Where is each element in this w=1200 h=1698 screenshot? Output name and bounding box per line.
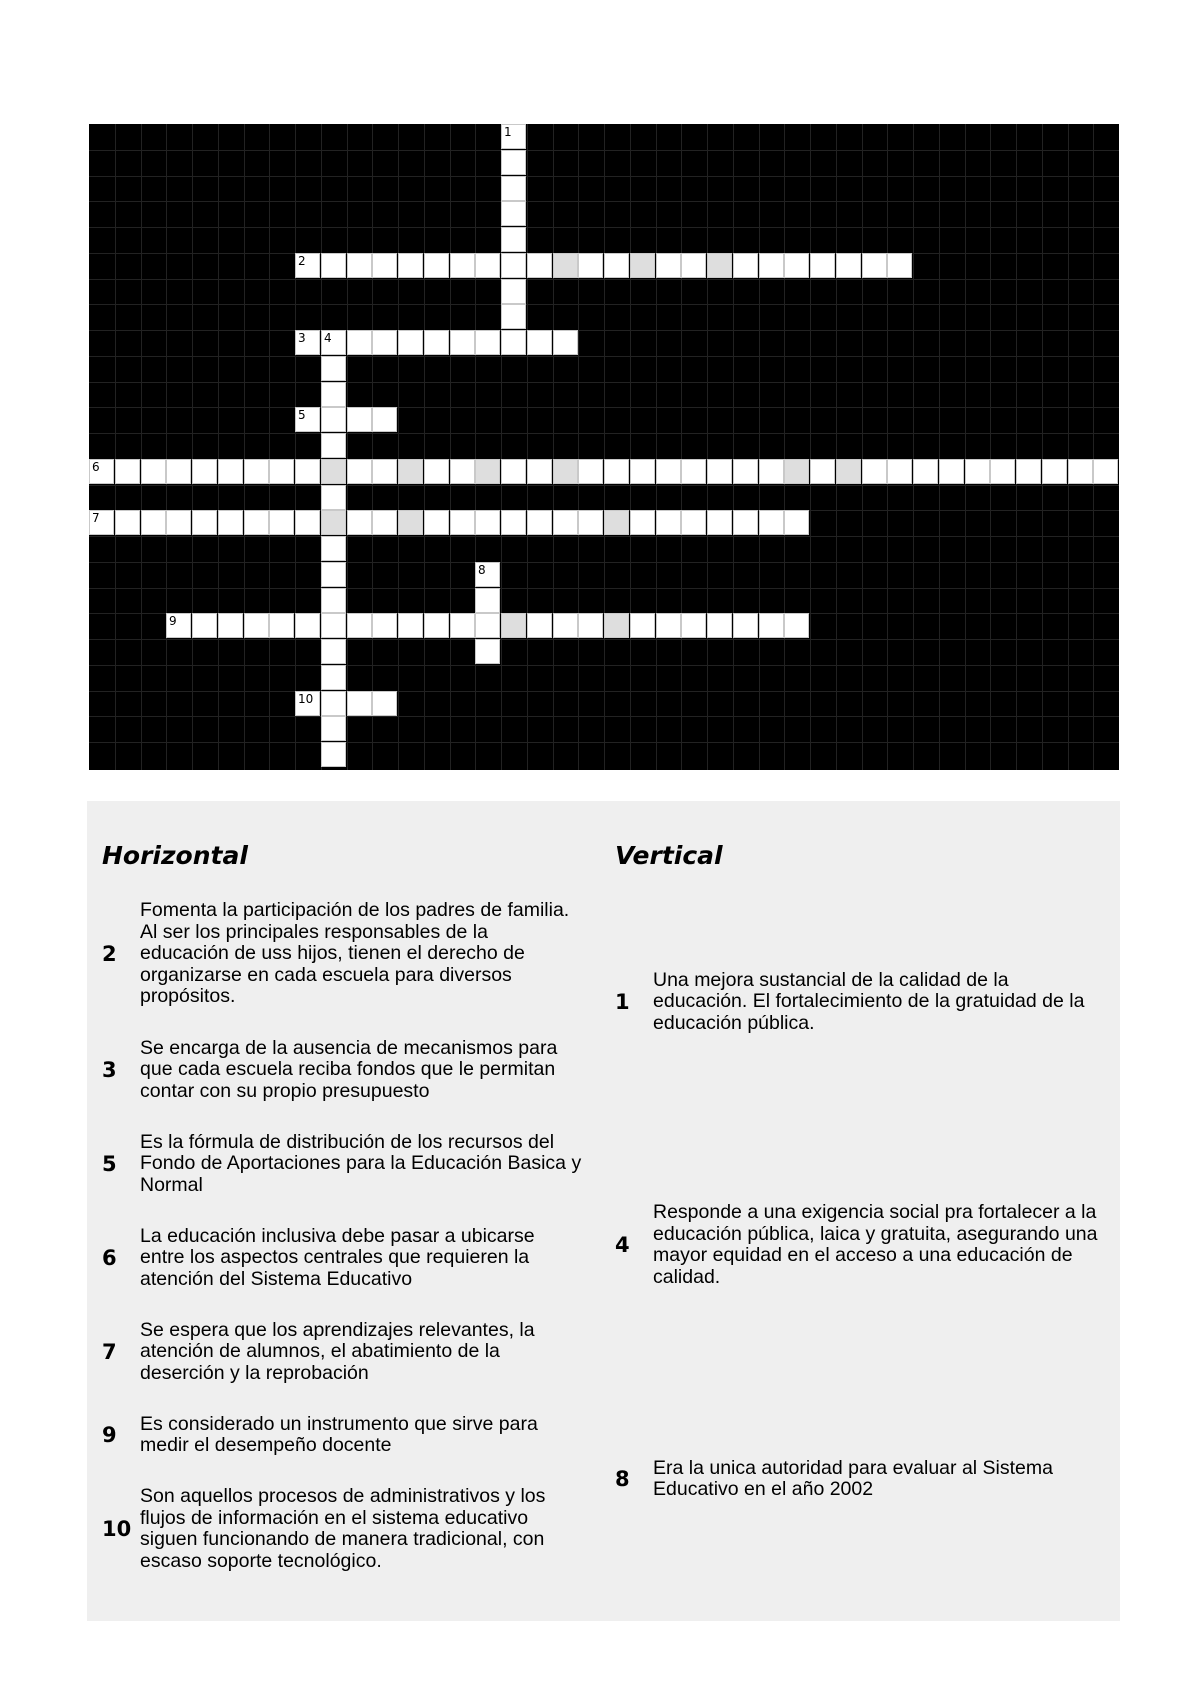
grid-cell[interactable] [321,459,346,484]
grid-line [759,124,760,770]
grid-cell[interactable] [707,510,732,535]
horizontal-clue [102,1037,582,1103]
grid-cell[interactable] [141,510,166,535]
grid-cell[interactable] [321,588,346,613]
grid-cell[interactable] [681,510,706,535]
grid-cell[interactable] [707,253,732,278]
grid-cell[interactable] [244,459,269,484]
grid-cell[interactable] [347,510,372,535]
grid-cell[interactable] [372,407,397,432]
grid-cell[interactable] [810,253,835,278]
grid-line [269,124,270,770]
grid-line [166,124,167,770]
grid-cell[interactable] [990,459,1015,484]
grid-line [89,201,1119,202]
grid-cell[interactable] [862,253,887,278]
grid-cell[interactable] [501,330,526,355]
grid-line [89,691,1119,692]
grid-cell[interactable] [656,613,681,638]
grid-line [89,382,1119,383]
grid-cell[interactable] [424,459,449,484]
grid-cell[interactable] [218,510,243,535]
grid-cell[interactable] [965,459,990,484]
grid-cell[interactable] [784,613,809,638]
grid-line [1093,124,1094,770]
clue-number: 7 [102,1340,117,1364]
clue-number: 3 [102,1058,117,1082]
grid-cell[interactable] [372,691,397,716]
grid-cell[interactable] [115,510,140,535]
grid-cell[interactable] [836,253,861,278]
vertical-clue [615,969,1105,1035]
clue-number-label: 9 [169,614,177,628]
grid-line [475,124,476,770]
grid-cell[interactable] [913,459,938,484]
grid-cell[interactable] [784,510,809,535]
grid-line [89,639,1119,640]
grid-cell[interactable] [939,459,964,484]
horizontal-clue [102,1485,582,1573]
grid-cell[interactable] [553,510,578,535]
grid-line [218,124,219,770]
grid-cell[interactable] [141,459,166,484]
grid-cell[interactable] [501,613,526,638]
grid-cell[interactable] [398,613,423,638]
grid-cell[interactable] [347,459,372,484]
grid-cell[interactable] [269,510,294,535]
grid-line [89,742,1119,743]
grid-line [89,485,1119,486]
grid-cell[interactable] [759,510,784,535]
grid-cell[interactable] [321,407,346,432]
grid-line [192,124,193,770]
grid-cell[interactable] [527,330,552,355]
grid-cell[interactable] [218,459,243,484]
grid-cell[interactable] [295,330,320,355]
grid-cell[interactable] [784,253,809,278]
grid-cell[interactable] [501,279,526,304]
grid-cell[interactable] [244,510,269,535]
grid-line [784,124,785,770]
grid-cell[interactable] [887,459,912,484]
grid-cell[interactable] [347,407,372,432]
grid-cell[interactable] [347,253,372,278]
horizontal-clue [102,1319,582,1385]
grid-cell[interactable] [295,407,320,432]
grid-cell[interactable] [321,510,346,535]
vertical-heading: Vertical [615,841,723,870]
crossword-grid [89,124,1119,770]
clue-number-label: 10 [298,692,314,706]
grid-cell[interactable] [630,510,655,535]
grid-cell[interactable] [681,459,706,484]
grid-cell[interactable] [269,613,294,638]
clue-number: 4 [615,1233,630,1257]
clue-number-label: 2 [298,254,306,268]
grid-cell[interactable] [527,253,552,278]
grid-line [89,150,1119,151]
grid-line [89,536,1119,537]
grid-cell[interactable] [475,588,500,613]
grid-cell[interactable] [604,613,629,638]
grid-cell[interactable] [89,510,114,535]
grid-cell[interactable] [501,124,526,149]
grid-cell[interactable] [321,485,346,510]
grid-cell[interactable] [475,613,500,638]
clue-number: 9 [102,1423,117,1447]
grid-line [450,124,451,770]
grid-line [733,124,734,770]
horizontal-heading: Horizontal [102,841,248,870]
grid-cell[interactable] [887,253,912,278]
grid-cell[interactable] [295,459,320,484]
clue-number: 1 [615,990,630,1014]
grid-cell[interactable] [475,253,500,278]
grid-cell[interactable] [321,330,346,355]
clue-text: Es considerado un instrumento que sirve para medir el desempeño docente [140,1412,538,1456]
grid-cell[interactable] [321,742,346,767]
clue-number-label: 4 [324,331,332,345]
grid-cell[interactable] [810,459,835,484]
grid-cell[interactable] [321,691,346,716]
grid-cell[interactable] [321,356,346,381]
grid-cell[interactable] [321,716,346,741]
grid-cell[interactable] [450,613,475,638]
grid-cell[interactable] [321,639,346,664]
grid-cell[interactable] [604,459,629,484]
clue-text: Son aquellos procesos de administrativos y los flujos de información en el sistema educativo siguen funcionando de manera tradicional, con escaso soporte tecnológico. [140,1485,546,1572]
grid-cell[interactable] [759,253,784,278]
grid-cell[interactable] [321,613,346,638]
grid-line [1016,124,1017,770]
grid-cell[interactable] [218,613,243,638]
grid-cell[interactable] [733,459,758,484]
grid-cell[interactable] [578,459,603,484]
grid-cell[interactable] [475,330,500,355]
clue-number: 6 [102,1246,117,1270]
vertical-clue [615,1457,1105,1501]
grid-cell[interactable] [681,253,706,278]
grid-cell[interactable] [424,330,449,355]
grid-cell[interactable] [89,459,114,484]
grid-line [89,407,1119,408]
grid-cell[interactable] [115,459,140,484]
grid-cell[interactable] [733,510,758,535]
horizontal-clue [102,899,582,1009]
grid-cell[interactable] [372,459,397,484]
grid-cell[interactable] [1068,459,1093,484]
grid-line [89,562,1119,563]
grid-cell[interactable] [321,253,346,278]
clue-text: Fomenta la participación de los padres de familia. Al ser los principales responsables de la educación de uss hijos, tienen el derecho de organizarse en cada escuela para diversos propósitos. [140,899,570,1008]
grid-line [115,124,116,770]
grid-line [862,124,863,770]
grid-line [347,124,348,770]
clue-number: 2 [102,942,117,966]
grid-line [913,124,914,770]
grid-cell[interactable] [1016,459,1041,484]
grid-cell[interactable] [578,253,603,278]
grid-cell[interactable] [656,459,681,484]
grid-cell[interactable] [604,253,629,278]
grid-cell[interactable] [553,459,578,484]
grid-cell[interactable] [475,510,500,535]
grid-cell[interactable] [347,691,372,716]
grid-cell[interactable] [295,510,320,535]
grid-cell[interactable] [630,459,655,484]
grid-line [372,124,373,770]
grid-cell[interactable] [475,639,500,664]
grid-cell[interactable] [475,459,500,484]
clue-text: Es la fórmula de distribución de los recursos del Fondo de Aportaciones para la Educación Basica y Normal [140,1130,582,1196]
grid-cell[interactable] [759,613,784,638]
clues-panel [87,801,1120,1621]
grid-cell[interactable] [733,253,758,278]
grid-line [553,124,554,770]
grid-line [810,124,811,770]
clue-number-label: 3 [298,331,306,345]
clue-number-label: 7 [92,511,100,525]
grid-cell[interactable] [784,459,809,484]
grid-line [578,124,579,770]
grid-cell[interactable] [269,459,294,484]
clue-number: 5 [102,1152,117,1176]
grid-line [939,124,940,770]
horizontal-clue [102,1131,582,1197]
grid-cell[interactable] [501,510,526,535]
grid-line [295,124,296,770]
grid-cell[interactable] [707,613,732,638]
grid-cell[interactable] [424,253,449,278]
grid-cell[interactable] [630,253,655,278]
clue-number: 10 [102,1517,132,1541]
grid-cell[interactable] [759,459,784,484]
grid-cell[interactable] [475,562,500,587]
grid-cell[interactable] [372,613,397,638]
clue-number-label: 1 [504,125,512,139]
clue-text: La educación inclusiva debe pasar a ubicarse entre los aspectos centrales que requieren la atención del Sistema Educativo [140,1224,535,1290]
grid-cell[interactable] [604,510,629,535]
grid-line [89,356,1119,357]
grid-cell[interactable] [295,613,320,638]
grid-line [965,124,966,770]
grid-cell[interactable] [321,433,346,458]
grid-line [681,124,682,770]
grid-cell[interactable] [372,330,397,355]
grid-cell[interactable] [862,459,887,484]
grid-line [89,330,1119,331]
vertical-clue [615,1201,1105,1289]
grid-line [630,124,631,770]
grid-cell[interactable] [295,691,320,716]
grid-cell[interactable] [501,304,526,329]
clue-number-label: 8 [478,563,486,577]
grid-cell[interactable] [192,613,217,638]
grid-cell[interactable] [372,510,397,535]
grid-cell[interactable] [321,382,346,407]
grid-cell[interactable] [244,613,269,638]
grid-line [707,124,708,770]
grid-cell[interactable] [398,510,423,535]
grid-cell[interactable] [321,665,346,690]
grid-cell[interactable] [347,613,372,638]
grid-cell[interactable] [450,330,475,355]
grid-cell[interactable] [553,613,578,638]
grid-cell[interactable] [450,253,475,278]
grid-cell[interactable] [450,459,475,484]
grid-line [836,124,837,770]
grid-cell[interactable] [501,227,526,252]
grid-cell[interactable] [424,613,449,638]
grid-cell[interactable] [166,613,191,638]
grid-line [89,279,1119,280]
grid-cell[interactable] [527,459,552,484]
grid-cell[interactable] [578,613,603,638]
grid-cell[interactable] [398,330,423,355]
grid-cell[interactable] [501,150,526,175]
grid-line [656,124,657,770]
grid-cell[interactable] [424,510,449,535]
clue-text: Era la unica autoridad para evaluar al Sistema Educativo en el año 2002 [653,1456,1053,1500]
clue-number-label: 5 [298,408,306,422]
grid-line [89,227,1119,228]
grid-line [1068,124,1069,770]
grid-cell[interactable] [295,253,320,278]
grid-line [89,588,1119,589]
grid-line [89,433,1119,434]
grid-cell[interactable] [656,510,681,535]
grid-cell[interactable] [501,459,526,484]
grid-line [89,716,1119,717]
grid-cell[interactable] [681,613,706,638]
grid-line [89,176,1119,177]
grid-line [89,665,1119,666]
grid-cell[interactable] [630,613,655,638]
horizontal-clue [102,1225,582,1291]
grid-cell[interactable] [166,459,191,484]
grid-cell[interactable] [501,201,526,226]
grid-cell[interactable] [398,459,423,484]
grid-cell[interactable] [501,253,526,278]
grid-line [141,124,142,770]
clue-text: Una mejora sustancial de la calidad de la educación. El fortalecimiento de la gratuidad de la educación pública. [653,968,1085,1034]
grid-cell[interactable] [1042,459,1067,484]
grid-cell[interactable] [450,510,475,535]
grid-line [990,124,991,770]
grid-cell[interactable] [372,253,397,278]
clue-text: Se espera que los aprendizajes relevantes, la atención de alumnos, el abatimiento de la deserción y la reprobación [140,1318,535,1384]
grid-line [1042,124,1043,770]
grid-cell[interactable] [578,510,603,535]
grid-cell[interactable] [527,510,552,535]
clue-text: Responde a una exigencia social pra fortalecer a la educación pública, laica y gratuita, asegurando una mayor equidad en el acceso a una educación de calidad. [653,1201,1098,1288]
grid-cell[interactable] [707,459,732,484]
clue-number-label: 6 [92,460,100,474]
grid-line [604,124,605,770]
horizontal-clue [102,1413,582,1457]
clue-text: Se encarga de la ausencia de mecanismos para que cada escuela reciba fondos que le permitan contar con su propio presupuesto [140,1036,558,1102]
grid-cell[interactable] [553,253,578,278]
grid-cell[interactable] [527,613,552,638]
grid-cell[interactable] [836,459,861,484]
grid-line [527,124,528,770]
grid-cell[interactable] [347,330,372,355]
grid-cell[interactable] [192,459,217,484]
grid-line [887,124,888,770]
grid-line [89,304,1119,305]
grid-cell[interactable] [321,562,346,587]
clue-number: 8 [615,1467,630,1491]
grid-cell[interactable] [553,330,578,355]
grid-cell[interactable] [733,613,758,638]
grid-cell[interactable] [501,176,526,201]
grid-line [244,124,245,770]
grid-cell[interactable] [321,536,346,561]
grid-cell[interactable] [398,253,423,278]
grid-cell[interactable] [656,253,681,278]
grid-cell[interactable] [1093,459,1118,484]
grid-cell[interactable] [192,510,217,535]
grid-cell[interactable] [166,510,191,535]
grid-line [424,124,425,770]
grid-line [398,124,399,770]
